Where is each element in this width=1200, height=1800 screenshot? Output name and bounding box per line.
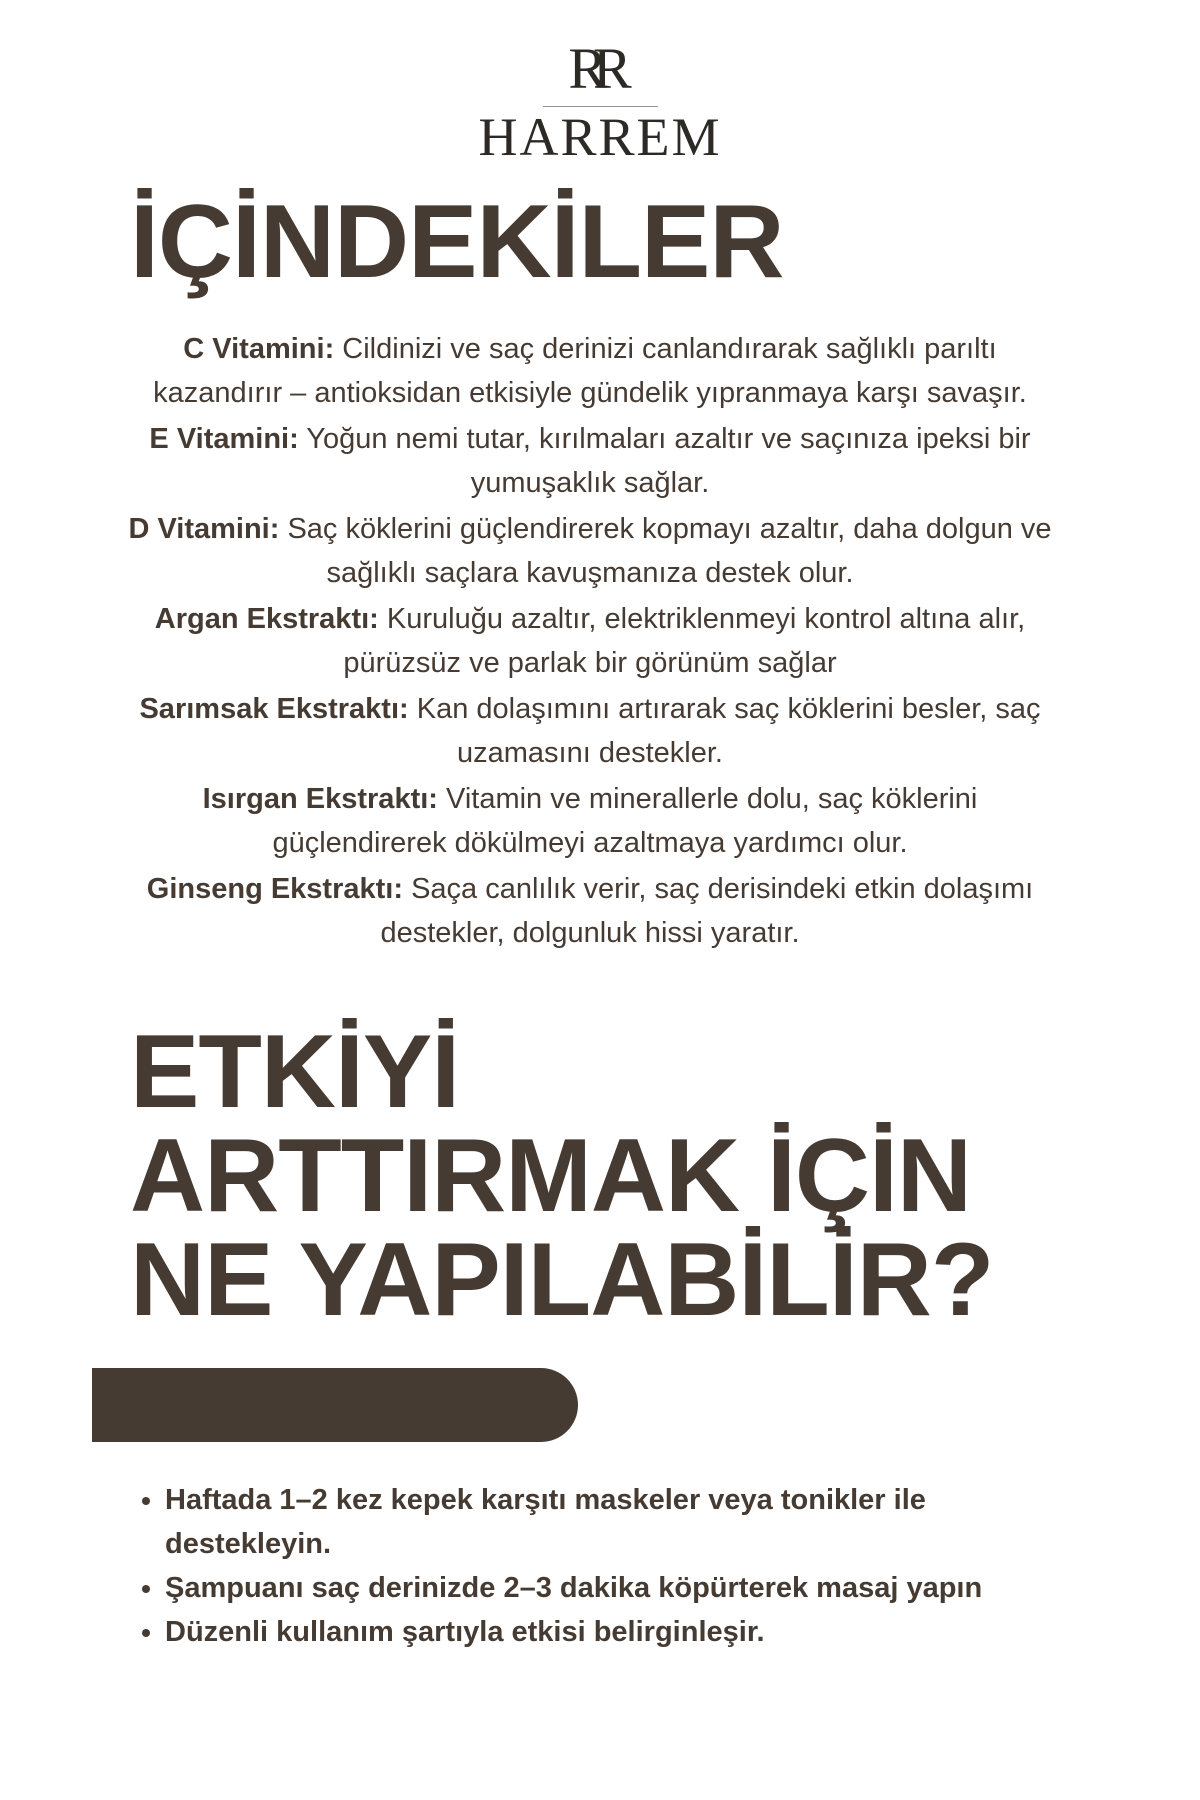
ingredients-title: İÇİNDEKİLER xyxy=(130,184,784,300)
ingredient-item xyxy=(120,597,1060,685)
effect-title xyxy=(130,1014,994,1338)
ingredient-description: Vitamin ve minerallerle dolu, saç köklerini güçlendirerek dökülmeyi azaltmaya yardımcı olur. xyxy=(272,783,978,859)
ingredient-name: Isırgan Ekstraktı: xyxy=(202,783,438,815)
ingredient-item xyxy=(120,687,1060,775)
brand-name: HARREM xyxy=(478,107,722,167)
ingredient-description: Saç köklerini güçlendirerek kopmayı azaltır, daha dolgun ve sağlıklı saçlara kavuşmanıza destek olur. xyxy=(279,513,1052,589)
tip-item: • Haftada 1–2 kez kepek karşıtı maskeler veya tonikler ile destekleyin. xyxy=(165,1478,1065,1566)
ingredients-list xyxy=(120,327,1060,957)
ingredient-name: Argan Ekstraktı: xyxy=(154,603,379,635)
tips-list xyxy=(135,1478,1065,1654)
ingredient-description: Kan dolaşımını artırarak saç köklerini besler, saç uzamasını destekler. xyxy=(408,693,1041,769)
effect-title-line: ARTTIRMAK İÇİN xyxy=(130,1118,972,1234)
brand-logo xyxy=(0,36,1200,167)
ingredient-description: Kuruluğu azaltır, elektriklenmeyi kontrol altına alır, pürüzsüz ve parlak bir görünüm sağlar xyxy=(343,603,1026,679)
tip-item: • Şampuanı saç derinizde 2–3 dakika köpürterek masaj yapın xyxy=(165,1566,1065,1610)
ingredient-name: D Vitamini: xyxy=(128,513,280,545)
ingredient-item xyxy=(120,867,1060,955)
brand-monogram: RR xyxy=(568,36,618,101)
ingredient-name: Ginseng Ekstraktı: xyxy=(146,873,404,905)
ingredient-name: E Vitamini: xyxy=(149,423,299,455)
decorative-bar xyxy=(92,1368,578,1442)
ingredient-description: Cildinizi ve saç derinizi canlandırarak sağlıklı parıltı kazandırır – antioksidan etkisiyle gündelik yıpranmaya karşı savaşır. xyxy=(153,333,1027,409)
ingredient-item xyxy=(120,507,1060,595)
ingredient-description: Saça canlılık verir, saç derisindeki etkin dolaşımı destekler, dolgunluk hissi yaratır. xyxy=(380,873,1034,949)
tip-item: • Düzenli kullanım şartıyla etkisi belirginleşir. xyxy=(165,1610,1065,1654)
ingredient-item xyxy=(120,417,1060,505)
ingredient-item xyxy=(120,327,1060,415)
effect-title-line: ETKİYİ xyxy=(130,1014,460,1130)
ingredient-name: Sarımsak Ekstraktı: xyxy=(139,693,409,725)
effect-title-line: NE YAPILABİLİR? xyxy=(130,1222,994,1338)
ingredient-item xyxy=(120,777,1060,865)
ingredient-name: C Vitamini: xyxy=(183,333,335,365)
ingredient-description: Yoğun nemi tutar, kırılmaları azaltır ve saçınıza ipeksi bir yumuşaklık sağlar. xyxy=(298,423,1031,499)
